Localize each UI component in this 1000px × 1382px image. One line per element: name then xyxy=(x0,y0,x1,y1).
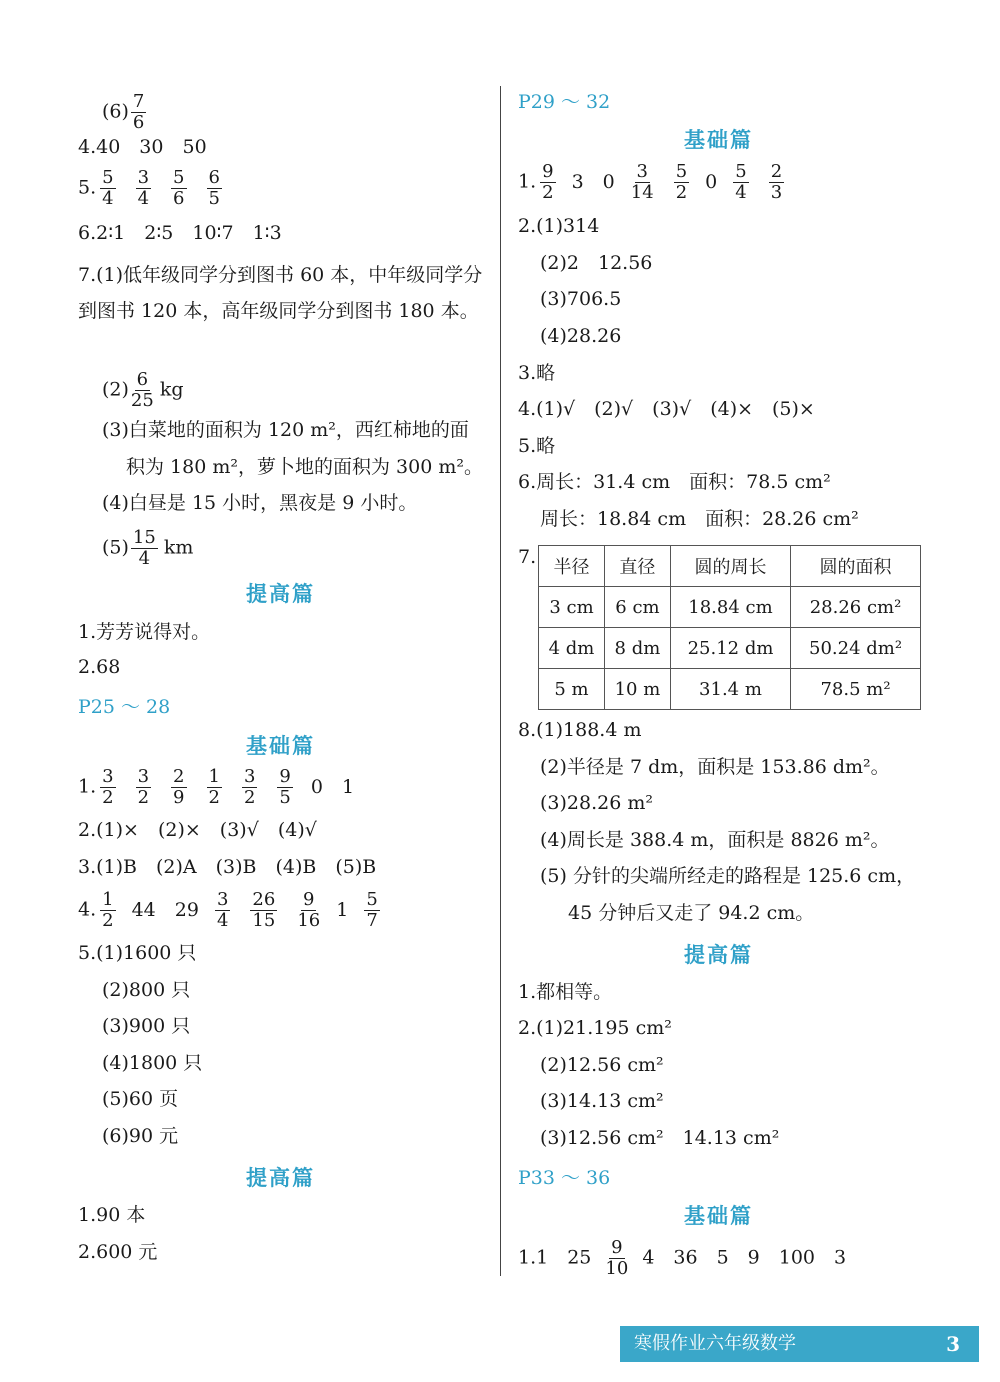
page-range-label: P29 ～ 32 xyxy=(518,91,611,113)
table-header-row xyxy=(539,546,921,587)
answer-r7-label: 7. xyxy=(518,546,537,568)
answer-rt2-2: (2)12.56 cm² xyxy=(540,1054,664,1076)
answer-q7-3a: (3)白菜地的面积为 120 m²，西红柿地的面 xyxy=(102,419,469,441)
answer-s1: 1.1 25 $\frac{9}{10}$ 4 36 5 9 100 3 xyxy=(518,1237,847,1279)
answer-j4: 4. $\frac{1}{2}$ 44 29 $\frac{3}{4}$ $\frac{26}{15}$ $\frac{9}{16}$ 1 $\frac{5}{7}$ xyxy=(78,889,378,931)
answer-q6: 6.2∶1 2∶5 10∶7 1∶3 xyxy=(78,222,282,244)
table-header: 圆的周长 xyxy=(670,546,790,587)
answer-r8-3: (3)28.26 m² xyxy=(540,792,653,814)
answer-q7-1: 7.(1)低年级同学分到图书 60 本，中年级同学分到图书 120 本，高年级同学分到图书 180 本。 xyxy=(78,264,483,322)
section-title-jichu: 基础篇 xyxy=(684,127,753,152)
answer-q5: 5. $\frac{5}{4}$ $\frac{3}{4}$ $\frac{5}{6}$ $\frac{6}{5}$ xyxy=(78,167,220,209)
table-cell: 4 dm xyxy=(539,628,605,669)
table-cell: 6 cm xyxy=(604,587,670,628)
answer-t1: 1.芳芳说得对。 xyxy=(78,621,211,643)
table-cell: 8 dm xyxy=(604,628,670,669)
table-row xyxy=(539,669,921,710)
answer-r8-2: (2)半径是 7 dm，面积是 153.86 dm²。 xyxy=(540,756,890,778)
answer-j1: 1. $\frac{3}{2}$ $\frac{3}{2}$ $\frac{2}{9}$ $\frac{1}{2}$ $\frac{3}{2}$ $\frac{9}{5}$ 0 1 xyxy=(78,766,355,808)
answer-j5-6: (6)90 元 xyxy=(102,1125,179,1147)
answer-rt2-1: 2.(1)21.195 cm² xyxy=(518,1017,672,1039)
table-cell: 78.5 m² xyxy=(791,669,921,710)
answer-r4: 4.(1)√ (2)√ (3)√ (4)× (5)× xyxy=(518,398,815,420)
answer-rt2-3: (3)14.13 cm² xyxy=(540,1090,664,1112)
table-header: 直径 xyxy=(604,546,670,587)
answer-r8-5a: (5) 分针的尖端所经走的路程是 125.6 cm， xyxy=(540,865,916,887)
answer-r2-2: (2)2 12.56 xyxy=(540,252,653,274)
section-title-tigao: 提高篇 xyxy=(246,1165,315,1190)
answer-t2: 2.68 xyxy=(78,656,121,678)
answer-r8-5b: 45 分钟后又走了 94.2 cm。 xyxy=(568,902,815,924)
table-header: 半径 xyxy=(539,546,605,587)
answer-r5: 5.略 xyxy=(518,435,556,457)
answer-tt2: 2.600 元 xyxy=(78,1241,158,1263)
answer-r8-1: 8.(1)188.4 m xyxy=(518,719,642,741)
answer-q4: 4.40 30 50 xyxy=(78,136,207,158)
table-cell: 3 cm xyxy=(539,587,605,628)
answer-j5-3: (3)900 只 xyxy=(102,1015,191,1037)
answer-j3: 3.(1)B (2)A (3)B (4)B (5)B xyxy=(78,856,377,878)
table-cell: 31.4 m xyxy=(670,669,790,710)
page-number: 3 xyxy=(946,1332,960,1356)
answer-j5-2: (2)800 只 xyxy=(102,979,191,1001)
footer-banner xyxy=(620,1326,979,1362)
table-cell: 28.26 cm² xyxy=(791,587,921,628)
answer-q7-3b: 积为 180 m²，萝卜地的面积为 300 m²。 xyxy=(126,456,483,478)
column-divider xyxy=(500,86,501,1276)
table-cell: 10 m xyxy=(604,669,670,710)
circle-table xyxy=(538,545,921,710)
table-cell: 18.84 cm xyxy=(670,587,790,628)
answer-tt1: 1.90 本 xyxy=(78,1204,146,1226)
answer-r3: 3.略 xyxy=(518,362,556,384)
table-row xyxy=(539,628,921,669)
page-range-label: P33 ～ 36 xyxy=(518,1167,611,1189)
answer-q7-2: (2) $\frac{6}{25}$ kg xyxy=(102,369,184,411)
section-title-jichu: 基础篇 xyxy=(246,733,315,758)
answer-r2-1: 2.(1)314 xyxy=(518,215,600,237)
table-row xyxy=(539,587,921,628)
answer-q6-6: (6) $\frac{7}{6}$ xyxy=(102,91,145,133)
answer-r2-3: (3)706.5 xyxy=(540,288,622,310)
answer-r8-4: (4)周长是 388.4 m，面积是 8826 m²。 xyxy=(540,829,890,851)
answer-q7-4: (4)白昼是 15 小时，黑夜是 9 小时。 xyxy=(102,492,418,514)
table-cell: 25.12 dm xyxy=(670,628,790,669)
table-header: 圆的面积 xyxy=(791,546,921,587)
answer-j2: 2.(1)× (2)× (3)√ (4)√ xyxy=(78,819,317,841)
section-title-jichu: 基础篇 xyxy=(684,1203,753,1228)
answer-r2-4: (4)28.26 xyxy=(540,325,622,347)
answer-j5-1: 5.(1)1600 只 xyxy=(78,942,197,964)
page-range-label: P25 ～ 28 xyxy=(78,696,171,718)
section-title-tigao: 提高篇 xyxy=(684,942,753,967)
answer-r6-2: 周长：18.84 cm 面积：28.26 cm² xyxy=(540,508,859,530)
answer-j5-4: (4)1800 只 xyxy=(102,1052,203,1074)
table-cell: 50.24 dm² xyxy=(791,628,921,669)
footer-title: 寒假作业六年级数学 xyxy=(634,1333,796,1354)
answer-rt2-4: (3)12.56 cm² 14.13 cm² xyxy=(540,1127,780,1149)
answer-q7-5: (5) $\frac{15}{4}$ km xyxy=(102,527,194,569)
table-cell: 5 m xyxy=(539,669,605,710)
answer-rt1: 1.都相等。 xyxy=(518,981,613,1003)
section-title-tigao: 提高篇 xyxy=(246,581,315,606)
answer-r1: 1. $\frac{9}{2}$ 3 0 $\frac{3}{14}$ $\frac{5}{2}$ 0 $\frac{5}{4}$ $\frac{2}{3}$ xyxy=(518,161,783,203)
answer-j5-5: (5)60 页 xyxy=(102,1088,179,1110)
answer-r6-1: 6.周长：31.4 cm 面积：78.5 cm² xyxy=(518,471,831,493)
